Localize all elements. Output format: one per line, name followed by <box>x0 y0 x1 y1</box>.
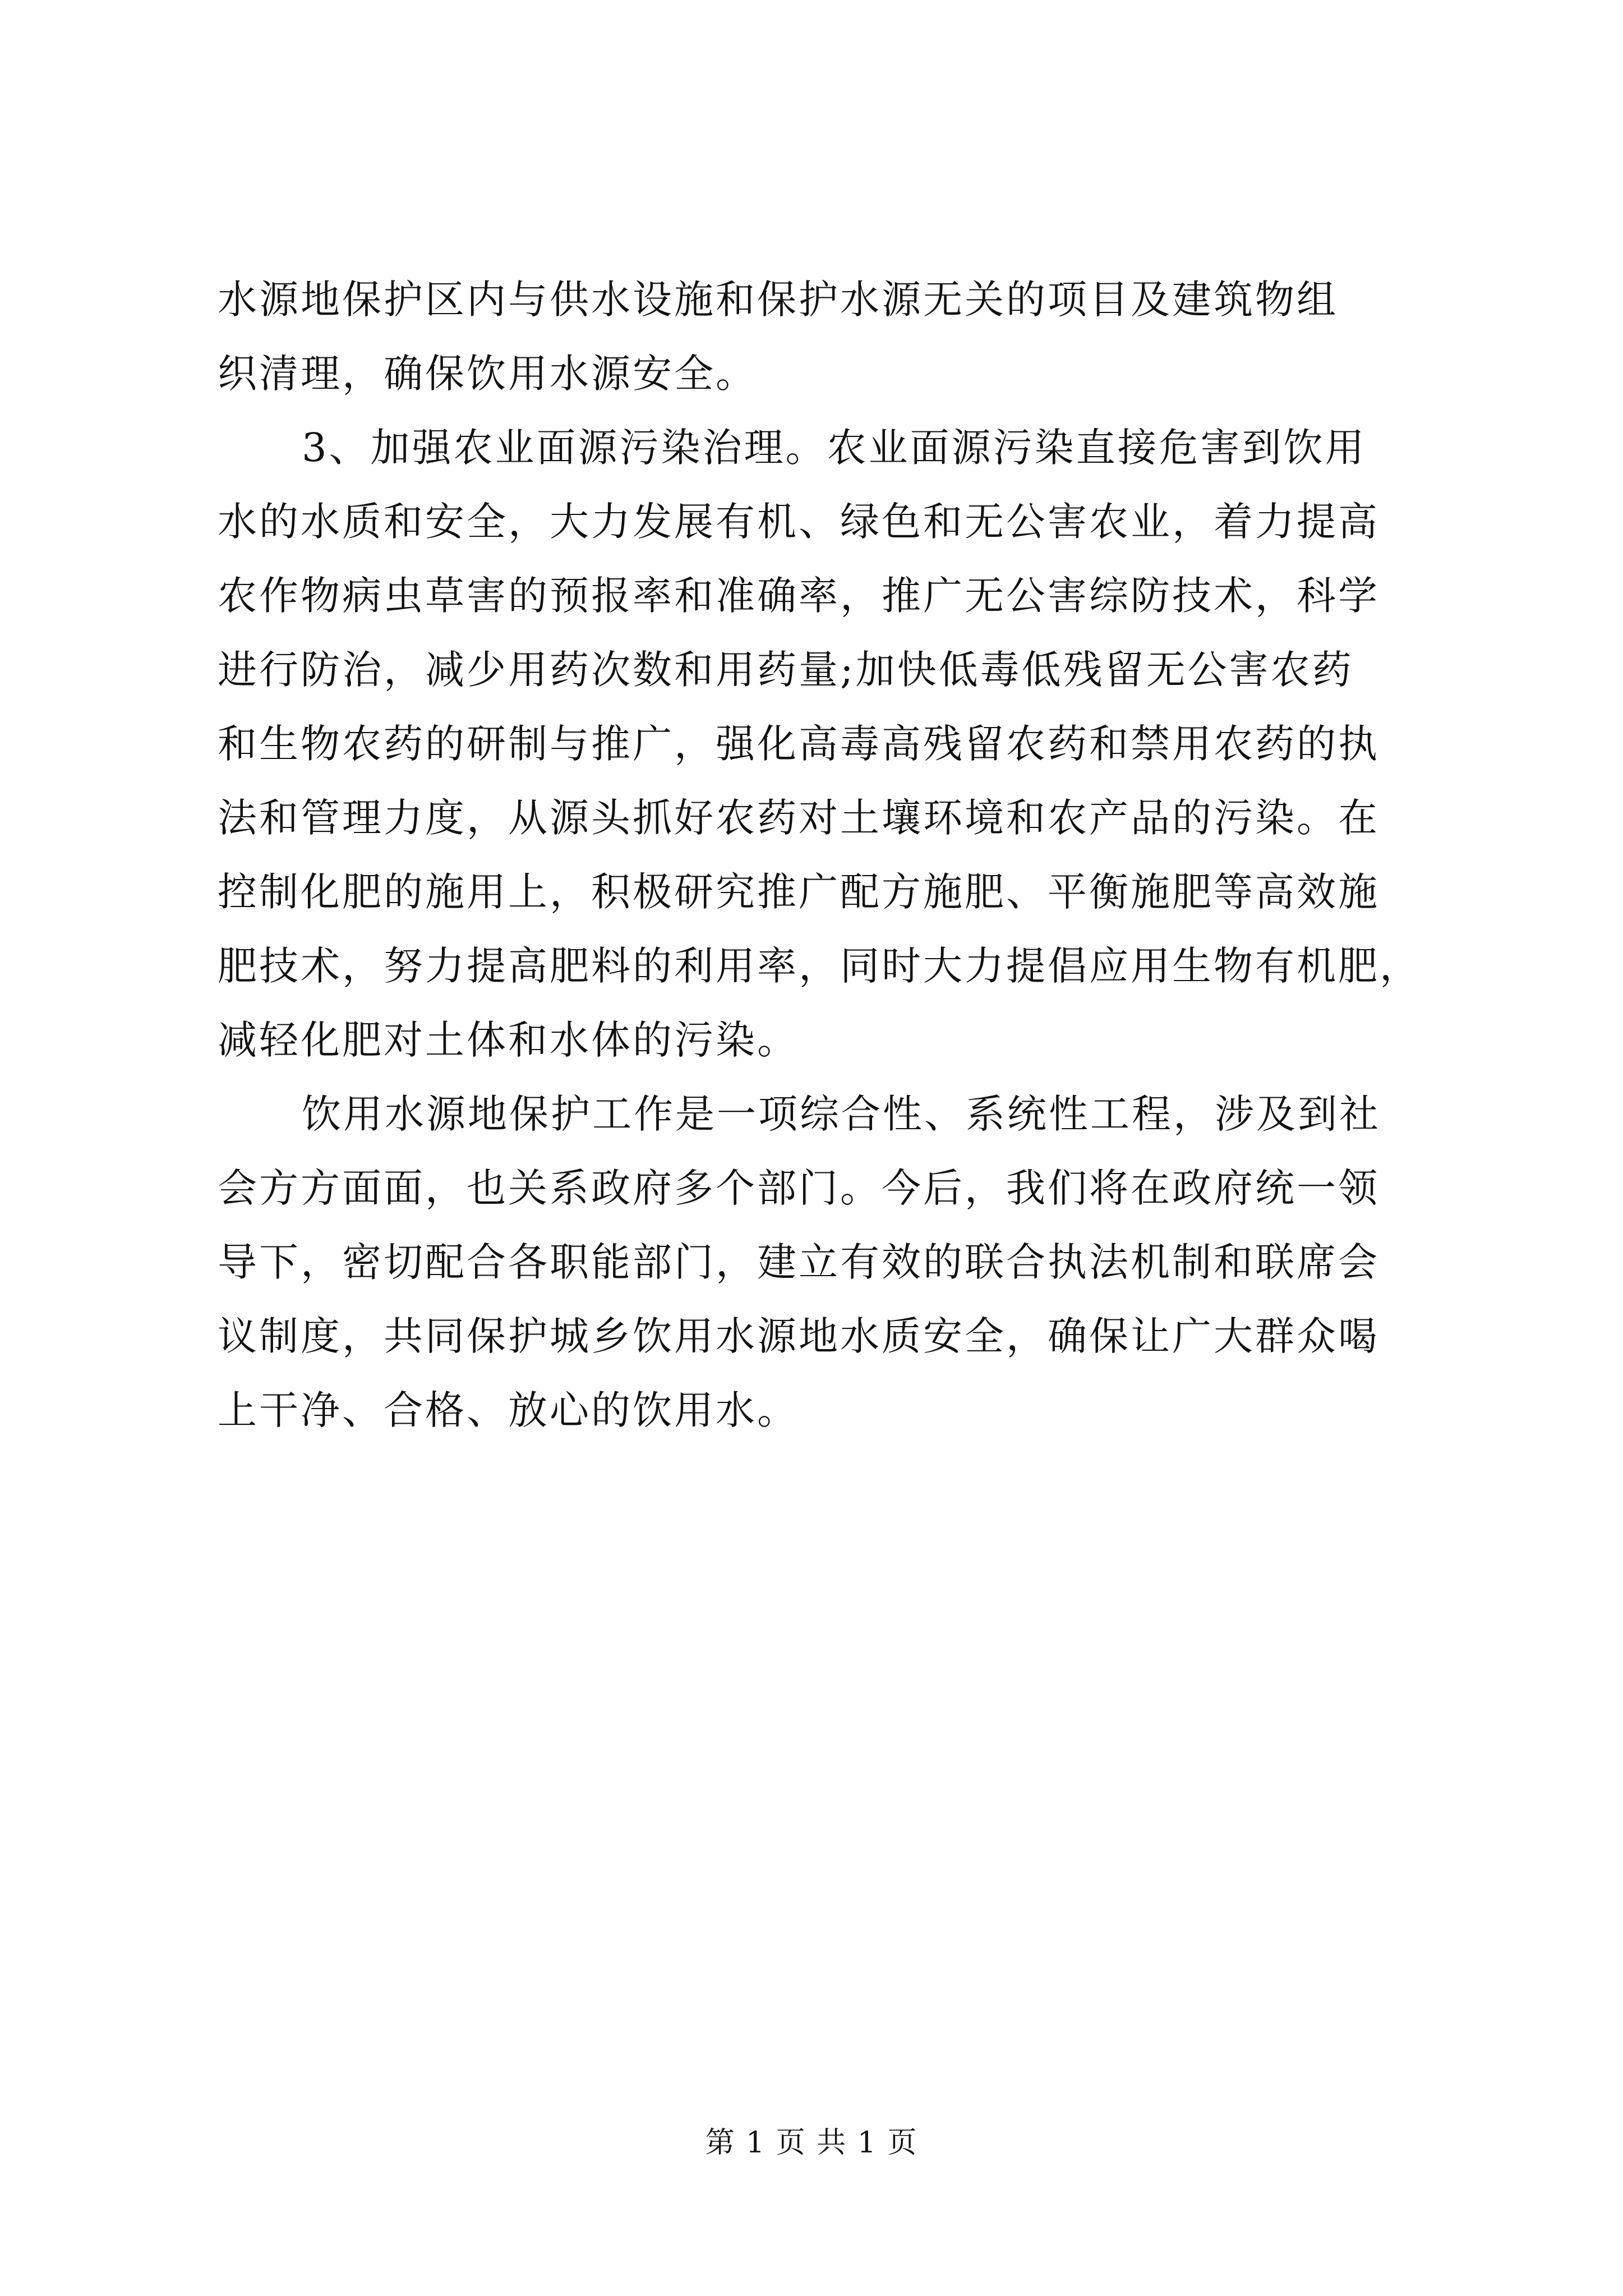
page-footer <box>0 2126 1623 2160</box>
paragraph-line: 会方方面面，也关系政府多个部门。今后，我们将在政府统一领 <box>218 1165 1380 1211</box>
paragraph-2 <box>218 411 1421 1077</box>
paragraph-line: 导下，密切配合各职能部门，建立有效的联合执法机制和联席会 <box>218 1239 1380 1285</box>
paragraph-line: 织清理，确保饮用水源安全。 <box>218 351 757 397</box>
paragraph-1 <box>218 263 1407 411</box>
paragraph-line: 法和管理力度，从源头抓好农药对土壤环境和农产品的污染。在 <box>218 795 1380 841</box>
paragraph-line: 3、加强农业面源污染治理。农业面源污染直接危害到饮用 <box>302 425 1367 471</box>
paragraph-line: 进行防治，减少用药次数和用药量;加快低毒低残留无公害农药 <box>218 647 1354 693</box>
paragraph-3 <box>218 1077 1407 1447</box>
paragraph-line: 水的水质和安全，大力发展有机、绿色和无公害农业，着力提高 <box>218 499 1380 545</box>
paragraph-line: 上干净、合格、放心的饮用水。 <box>218 1387 799 1433</box>
paragraph-line: 水源地保护区内与供水设施和保护水源无关的项目及建筑物组 <box>218 277 1338 323</box>
paragraph-line: 议制度，共同保护城乡饮用水源地水质安全，确保让广大群众喝 <box>218 1313 1380 1359</box>
paragraph-line: 农作物病虫草害的预报率和准确率，推广无公害综防技术，科学 <box>218 573 1380 619</box>
paragraph-line: 减轻化肥对土体和水体的污染。 <box>218 1017 799 1063</box>
paragraph-line: 饮用水源地保护工作是一项综合性、系统性工程，涉及到社 <box>302 1091 1381 1137</box>
document-body <box>218 263 1421 1447</box>
page-number-label: 第 1 页 共 1 页 <box>705 2126 918 2160</box>
paragraph-line: 肥技术，努力提高肥料的利用率，同时大力提倡应用生物有机肥， <box>218 943 1421 989</box>
paragraph-line: 控制化肥的施用上，积极研究推广配方施肥、平衡施肥等高效施 <box>218 869 1380 915</box>
paragraph-line: 和生物农药的研制与推广，强化高毒高残留农药和禁用农药的执 <box>218 721 1380 767</box>
